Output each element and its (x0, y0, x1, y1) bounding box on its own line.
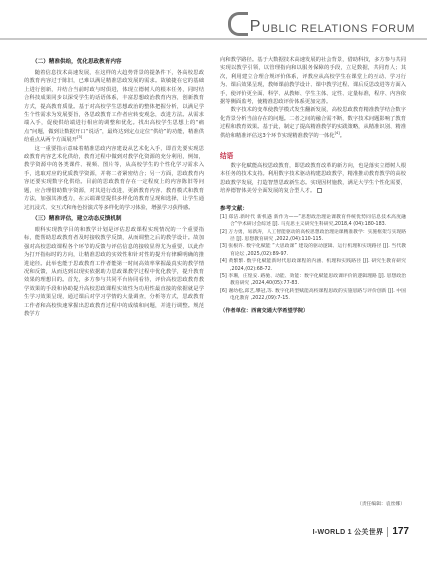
section-2-paragraph-2: 这一重要指示意味着精准思政内容建设从艺术化入手，即首先要实现思政教育内容艺术化供给，教育过程中做到对教学化资源的充分利用，例如，教学资源中的各类课件、视频、图片等，从高校学生的个性化学习需求入手，选取对应的优质教学资源，并将二者紧密结合；另一方面，思政教育内容还要实现数字化供给。目前的思政教育存在一定程度上的内容陈旧等问题，应合理借助数字资源，对其进行改进，更新教育内容、教育模式和教育方法，加强其渗透力，在云端课堂提供多样化的教育呈现和选择，让学生通过沉浸式、交互式和角色扮演式等多样化的学习体验，增强学习获得感。 (24, 145, 204, 211)
reference-item: [6] 谢幼松,邱艺,攀冠,等. 数字化转型赋能高校课程思政的实施思路与评价创新 [J]. 中国电化教育 ,2022,(09):7-15. (220, 288, 406, 302)
header-rule (0, 38, 427, 40)
footer-journal-name: I-WORLD 1 公关世界 (312, 528, 384, 536)
conclusion-paragraph: 数字化赋能高校思政教育，即思政教育改革的新方向，也是落实立德树人根本任务的技术支持。利用数字技术驱动构建思政教学，精准推动教育教学的高校思政教学发展，打造智慧思政新生态。实现因材施教，满足大学生个性化需要，培养德智体美劳全面发展的复合型人才。 (220, 163, 406, 195)
reference-item: [3] 张根许. 数字化赋能 “大思政课” 建设的驱动逻辑、运行机理和实现路径 [J]. 当代教育论坛 ,2025,(02):89-97. (220, 244, 406, 257)
references-list (220, 214, 406, 303)
section-2-title: （二）精准供给，优化思政教育内容 (32, 59, 122, 65)
references-title: 参考文献： (220, 205, 248, 212)
reference-item: [4] 黄繁繁. 数字化赋能新时代思政课程的内涵、机理和实践路径 [J]. 研究生教育研究 ,2024,(02):68-72. (220, 259, 406, 272)
page-header (0, 0, 427, 46)
right-paragraph-2: 数字技术的变革使教学模式发生翻新发展，高校思政教育精准教学结合数字化背景分析当前存在的问题。二者之间的融合需不断，数字技术问题影响了教育过程和教育效果。基于此，制定了提高精准教学的实践策略，从精准识别、精准供给和精准评估这3个环节实现精准教学的一体化[4]。 (220, 107, 406, 139)
page-footer (313, 526, 409, 537)
reference-item: [2] 万力勇，易新涛，人工智能驱动的高校思想政治理论课精准教学：实施框架与实现路径 [J]. 思想教育研究 ,2022,(04):110-115. (220, 229, 406, 242)
left-column (24, 56, 204, 318)
reference-item: [1] 郑洁.新时代 新机遇 新作为——“思想政治理论课教育件统优势同信息技术高度融合”学术研讨会综述 [J]. 马克思主义研究生科研究,2018,4 (04):180-183. (220, 214, 406, 228)
author-affiliation: （作者单位：西南交通大学希望学院） (220, 307, 309, 314)
footer-divider (387, 527, 388, 537)
section-2-paragraph-1: 随着信息技术高速发展，在这样的大趋势背景的提条件下，各高校思政的教育内容过于陈旧，已难以满足精准思政发展的需求。故敏捷在它的基础上进行创新，并结合当前时政与时俱进，体现立德树人的根本任务，同时结合科技成果同步以深受学生的话语体系，丰富思想政治教育内容，创新教育方式，提高教育质量。基于对高校学生思想政治的整体把握分析，以满足学生个性需求为发展要旨，各思政教育工作者应转变观念，改进方法。从需求端入手，促使供给端进行相应的调整和优化。找出高校学生思想上的“痛点”问题，做到让数据开口“说话”，最终达到定点定位“供给”的功能，精准供给重点从两个方面展开[3] (24, 70, 204, 144)
journal-brand (228, 12, 415, 36)
section-3-paragraph-1: 眼科实现教学目的和教学计划是评估思政课程实现情况的一个重要指标，能帮助思政教育者及时接收教学反馈，从而调整之后的教学设计。故加强对高校思政课程各个环节的反馈与评估信息的接收显得尤为重要，以此作为打开指标时的方向，让精准思政的实效性和针对性的提升有律瞬明确的推进途径。此举也能于思政教育工作者能第一时间高效率掌握最真实的教学情况和反馈，从而达到以现实依据助力思政课教学过程中优化教学，提升教育效果的理想目的。首先，多方参与共同平台协同看待，评价高校思政教育教学效果的手段和协助提升高校思政课程实效性为功用性最直接的依据就是学生学习效果呈现，通过课后对学习学情的大量调查，分析等方式，思政教育工作者和高校快速掌握出思政教育过程中的成绩和问题，并进行调整。规范教学方 (24, 226, 204, 317)
right-column (220, 56, 406, 314)
right-paragraph-1: 向和教学路径。基于大数据技术高速发展的社会背景，借助科技，多方参与共同实现以教学引领，以管理指向和以服务保障的手段，立足数据，共同育人；其次，利用建立合理合规评价体系，评教应从高校学生在课堂上的互动、学习行为、课后效果呈现，教师课前教学设计、课中教学过程、课后反思改进等方面入手，使评价更全面、科学、从教师、学生主体、定性、定量标准，程序、内容依据等侧面监考，使精准思政评价体系更加完善。 (220, 57, 406, 106)
citation-3: [3] (76, 135, 83, 140)
responsible-editor: （责任编辑：袁丝娜） (357, 502, 405, 507)
citation-4: [4] (334, 130, 340, 135)
page-number: 177 (392, 526, 409, 537)
brand-title: UBLIC RELATIONS FORUM (262, 23, 415, 35)
conclusion-title: 结语 (220, 152, 234, 161)
reference-item: [5] 李珊，庄煌安. 路驰、动能、效能：数字化赋能思政课评价的逻辑理路 [J]. 思想政治教育研究 ,2024,40(05):77-83. (220, 273, 406, 287)
section-3-title: （三）精准评估，建立动态反馈机制 (32, 215, 122, 222)
brand-initial: P (249, 18, 262, 35)
end-mark-icon (317, 188, 322, 193)
brand-logo-icon (228, 12, 248, 36)
